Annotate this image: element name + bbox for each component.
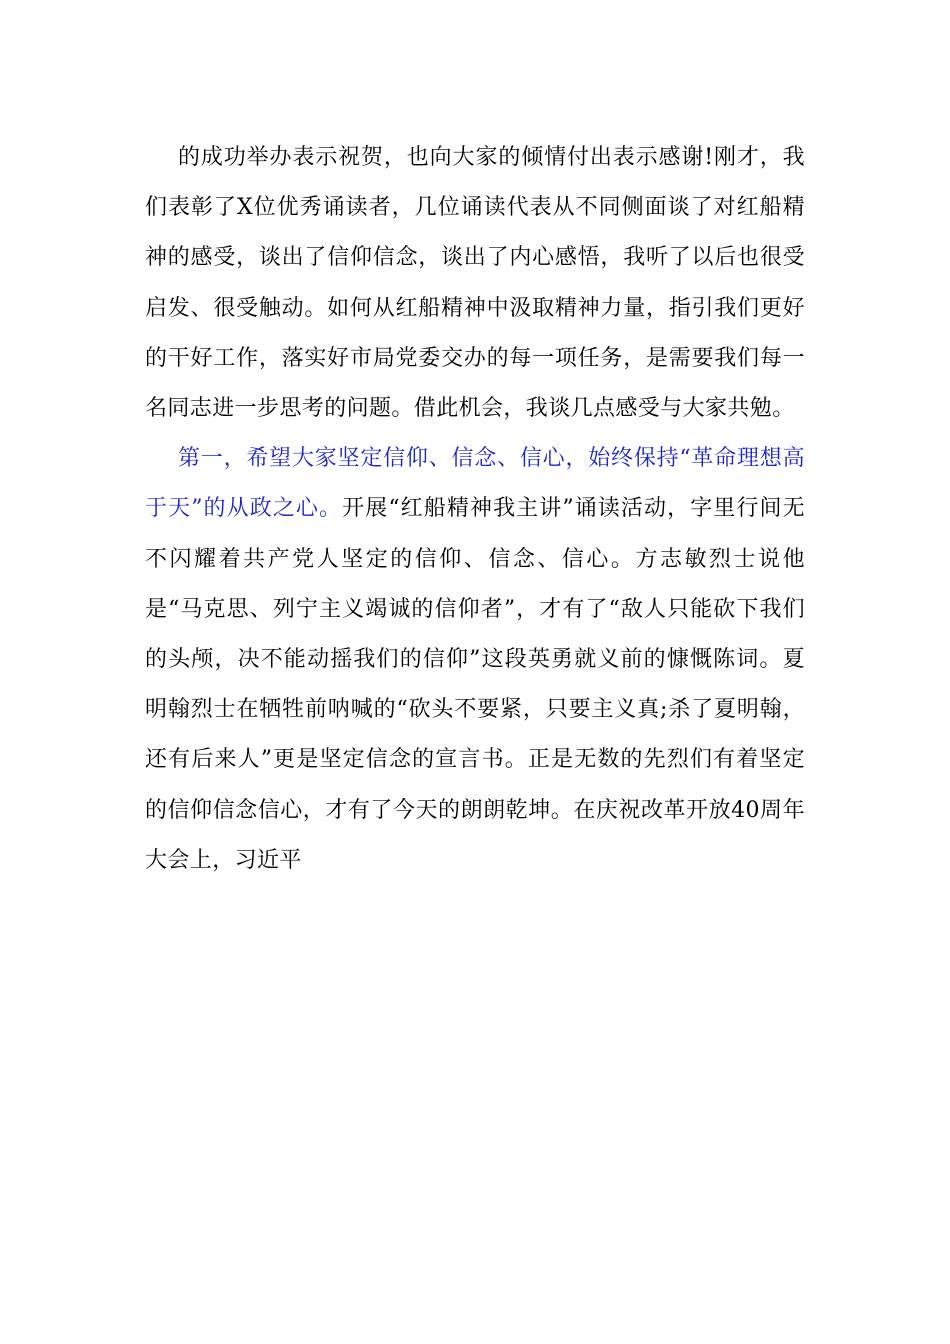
paragraph-2 <box>145 434 805 886</box>
document-body <box>145 133 805 886</box>
paragraph-1: 的成功举办表示祝贺，也向大家的倾情付出表示感谢!刚才，我们表彰了X位优秀诵读者，几位诵读代表从不同侧面谈了对红船精神的感受，谈出了信仰信念，谈出了内心感悟，我听了以后也很受启发、很受触动。如何从红船精神中汲取精神力量，指引我们更好的干好工作，落实好市局党委交办的每一项任务，是需要我们每一名同志进一步思考的问题。借此机会，我谈几点感受与大家共勉。 <box>145 145 805 422</box>
paragraph-2-heading: 第一，希望大家坚定信仰、信念、信心，始终保持“革命理想高于天”的从政之心。 <box>145 446 805 522</box>
paragraph-2-body: 开展“红船精神我主讲”诵读活动，字里行间无不闪耀着共产党人坚定的信仰、信念、信心。方志敏烈士说他是“马克思、列宁主义竭诚的信仰者”，才有了“敌人只能砍下我们的头颅，决不能动摇我们的信仰”这段英勇就义前的慷慨陈词。夏明翰烈士在牺牲前呐喊的“砍头不要紧，只要主义真;杀了夏明翰，还有后来人”更是坚定信念的宣言书。正是无数的先烈们有着坚定的信仰信念信心，才有了今天的朗朗乾坤。在庆祝改革开放40周年大会上，习近平 <box>145 496 805 873</box>
